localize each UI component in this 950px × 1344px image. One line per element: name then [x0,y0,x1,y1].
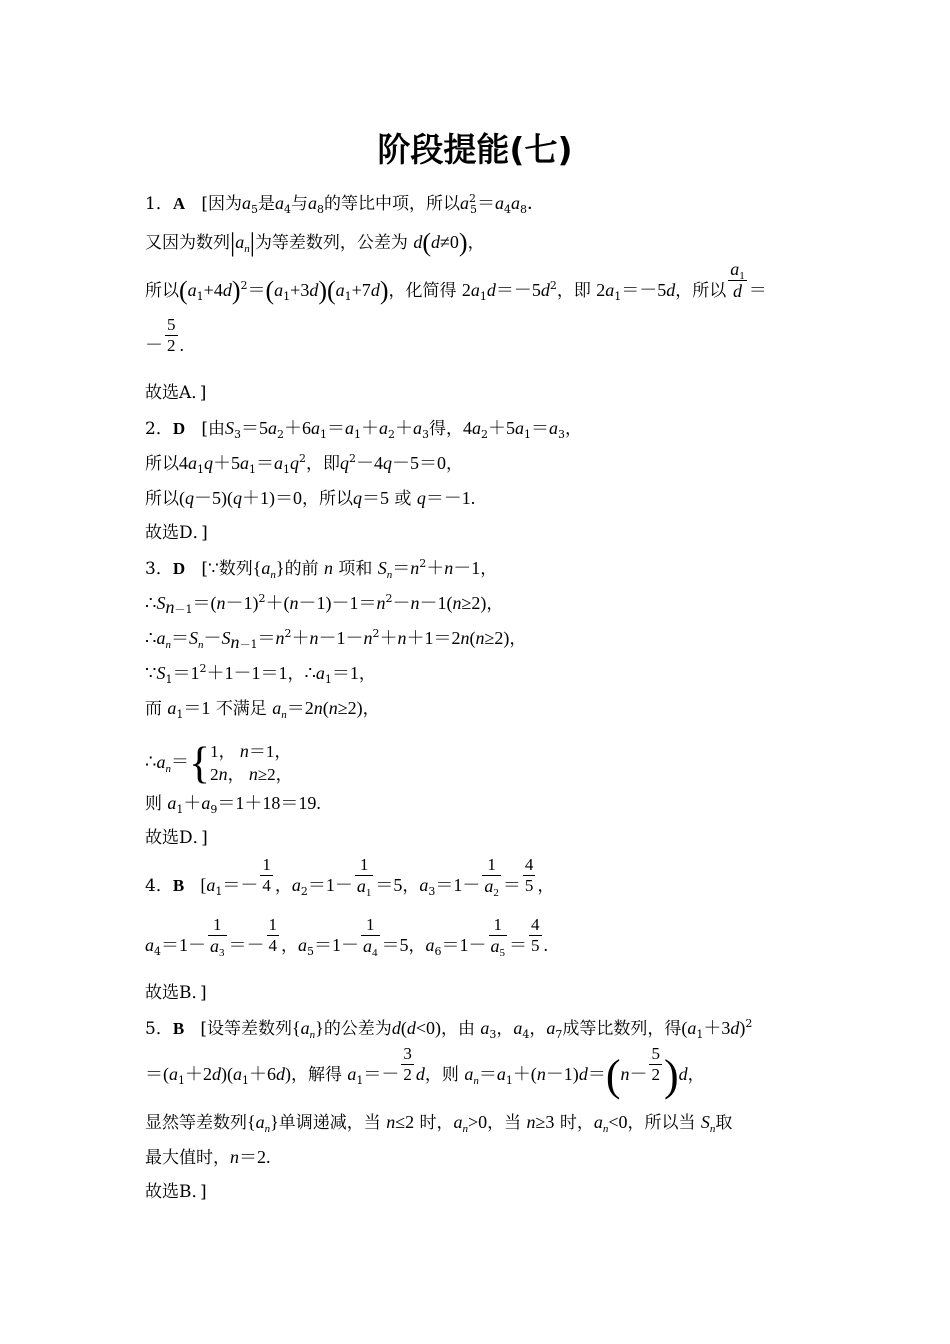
p1-line4: － $\frac{5}{2}$ . [145,315,184,355]
p3-line3: $\therefore a_n=S_n-S_{n-1}=n^2+n-1-n^2+n+1=2n(n\ge 2)$， [145,627,527,652]
p2-line3: 所以(q－5)(q＋1)＝0，所以q＝5 或 q＝－1. [145,488,476,509]
p1-line2: 又因为数列$|a_n|$为等差数列，公差为 d(d≠0)， [145,228,485,257]
p1-end: 故选A．] [145,383,207,403]
p5-line4: 最大值时，n＝2. [145,1147,271,1168]
p3-line4: $\because S_1=1^2+1-1=1$，$\therefore a_1=1$， [145,662,376,686]
p5-line3: 显然等差数列$\{a_n\}$单调递减，当 n≤2 时，$a_n>0$，当 n≥3 时，$a_n<0$，所以当 $S_n$取 [145,1112,733,1135]
p3-line5: 而 $a_1=1$ 不满足 $a_n=2n(n\ge 2)$， [145,698,380,721]
p4-end: 故选B．] [145,983,207,1003]
p5-line1: 5．B [设等差数列$\{a_n\}$的公差为d(d<0)，由 $a_3$，$a_4$，$a_7$成等比数列，得$(a_1+3d)^2$ [145,1017,753,1041]
p3-end: 故选D．] [145,828,208,848]
p2-line2: 所以$4a_1q+5a_1=a_1q^2$，即$q^2-4q-5=0$， [145,452,463,476]
p2-line1: 2．D [由$S_3=5a_2+6a_1=a_1+a_2+a_3$得，$4a_2+5a_1=a_3$， [145,418,582,441]
p3-line7: 则 $a_1+a_9=1+18=19$. [145,793,321,816]
p4-line1: 4．B [$a_1=-$ $\frac{1}{4}$ ，$a_2=1-$ $\frac{1}{a_1}$ ＝5，$a_3=1-$ $\frac{1}{a_2}$ ＝ $\frac{4}{5}$ ， [145,854,555,899]
p3-line2: $\therefore S_{n-1}=(n-1)^2+(n-1)-1=n^2-n-1(n\ge 2)$， [145,592,504,617]
p3-line1: 3．D [∵数列$\{a_n\}$的前 n 项和 $S_n=n^2+n-1$， [145,557,498,581]
p1-line1: 1．A [因为$a_5$是$a_4$与$a_8$的等比中项，所以$a^2_5=a_4a_8$． [145,192,545,216]
p5-end: 故选B．] [145,1182,207,1202]
p3-line6: $\therefore a_n=\{1$， n＝1， 2n， n≥2， [145,738,293,788]
page-title: 阶段提能(七) [377,130,573,169]
p1-line3: 所以$(a_1+4d)^2=(a_1+3d)(a_1+7d)$，化简得 $2a_1d=-5d^2$，即 $2a_1=-5d$，所以 $\frac{a_1}{d}$ ＝ [145,259,767,305]
p2-end: 故选D．] [145,523,208,543]
p4-line2: $a_4=1-$ $\frac{1}{a_3}$ ＝－ $\frac{1}{4}$ ，$a_5=1-$ $\frac{1}{a_4}$ ＝5，$a_6=1-$ $\frac{1}{a_5}$ ＝ $\frac{4}{5}$ . [145,914,548,959]
p5-line2: $=(a_1+2d)(a_1+6d)$，解得 $a_1=-$ $\frac{3}{2}$ d，则 $a_n=a_1+(n-1)d=(n-$ $\frac{5}{2}$ )d， [145,1044,705,1100]
